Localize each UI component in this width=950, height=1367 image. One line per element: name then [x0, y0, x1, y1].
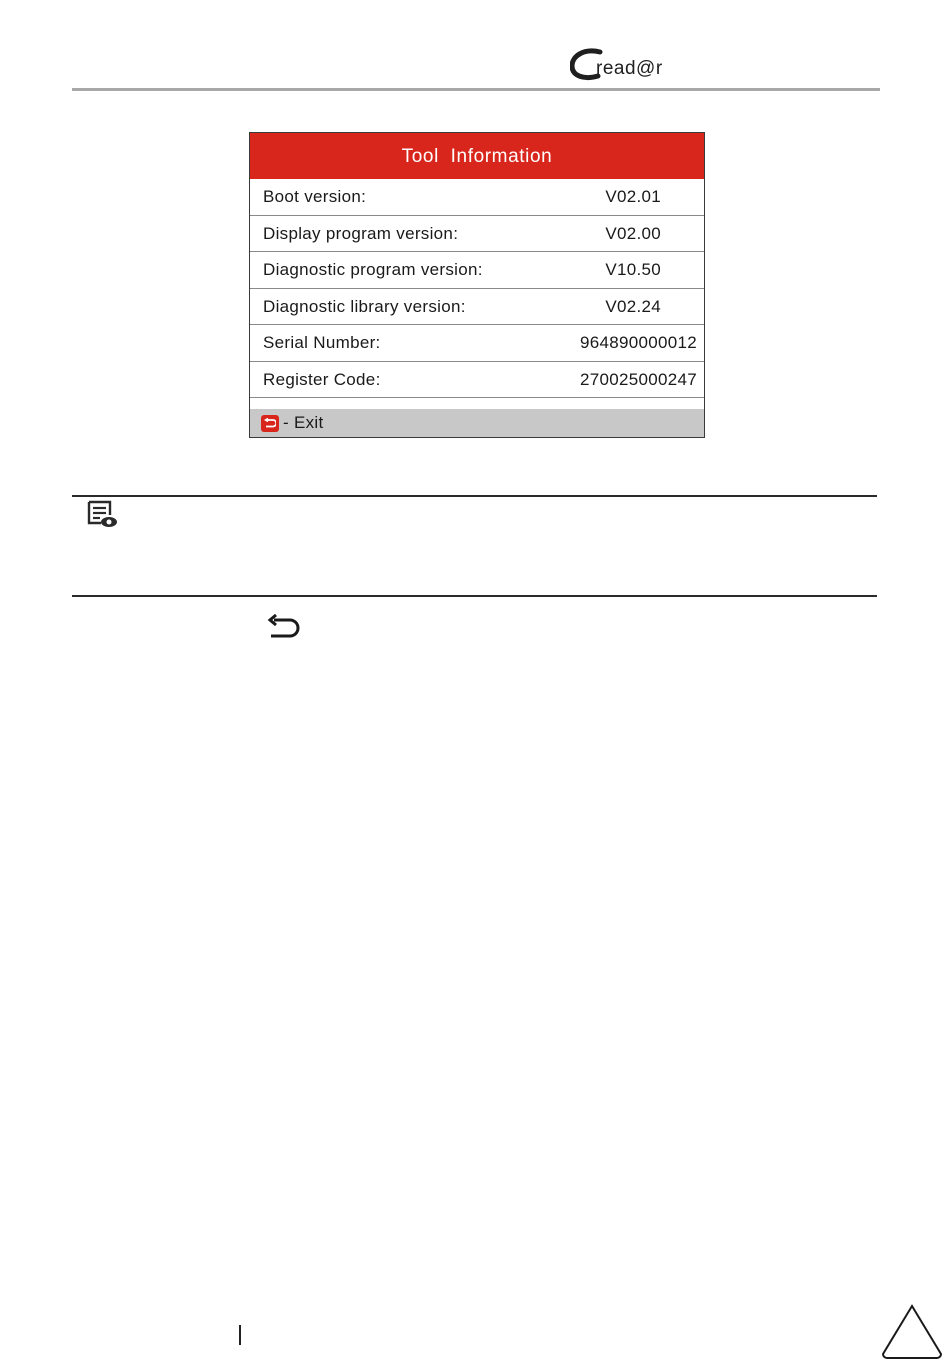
return-arrow-icon	[266, 614, 302, 642]
row-label: Display program version:	[263, 223, 459, 243]
return-icon	[261, 415, 279, 432]
row-value: 964890000012	[579, 333, 697, 352]
row-value: V10.50	[605, 260, 661, 279]
screen-footer-bar	[250, 409, 704, 437]
info-row-boot-version	[250, 179, 704, 216]
row-value: V02.00	[605, 223, 661, 243]
row-label: Boot version:	[263, 187, 367, 206]
info-row-display-program-version	[250, 216, 704, 253]
page-number-bar	[239, 1325, 241, 1345]
info-row-register-code	[250, 362, 704, 399]
row-label: Serial Number:	[263, 333, 381, 352]
info-row-diagnostic-program-version	[250, 252, 704, 289]
note-bottom-rule	[72, 595, 877, 597]
exit-label: - Exit	[283, 413, 324, 432]
row-value: V02.24	[605, 296, 661, 316]
note-top-rule	[72, 495, 877, 497]
screen-title: Tool Information	[250, 133, 704, 179]
note-view-icon	[86, 500, 120, 530]
info-row-serial-number	[250, 325, 704, 362]
tool-information-screen	[249, 132, 705, 438]
logo-text: read@r	[596, 58, 663, 79]
row-label: Diagnostic library version:	[263, 296, 466, 316]
row-value: 270025000247	[579, 369, 697, 389]
info-row-diagnostic-library-version	[250, 289, 704, 326]
row-value: V02.01	[605, 187, 661, 206]
row-label: Diagnostic program version:	[263, 260, 483, 279]
triangle-outline-icon	[880, 1302, 944, 1360]
header-divider	[72, 88, 880, 91]
row-label: Register Code:	[263, 369, 381, 389]
